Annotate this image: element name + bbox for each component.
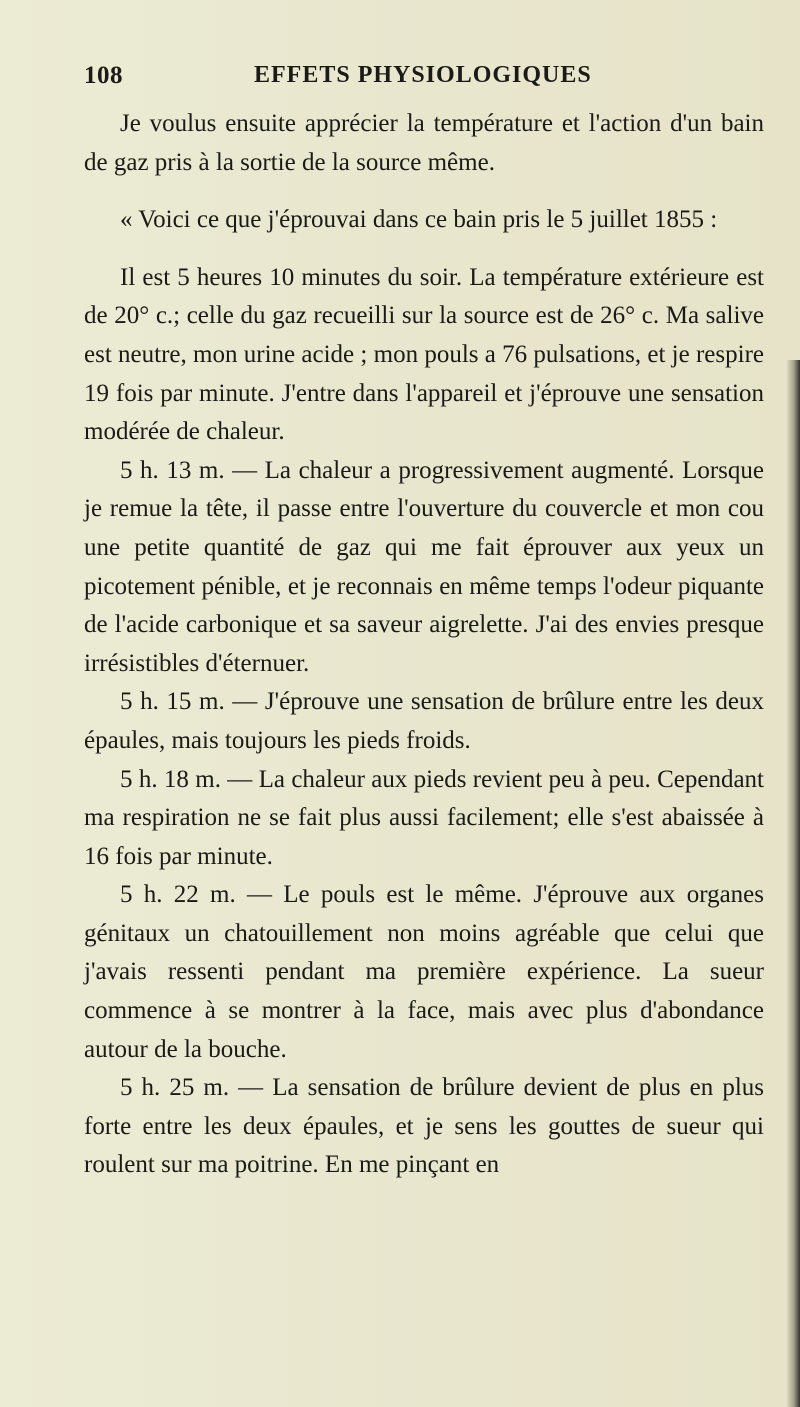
body-text [84, 105, 764, 1185]
page-number: 108 [84, 62, 123, 89]
paragraph: 5 h. 25 m. — La sensation de brûlure devient de plus en plus forte entre les deux épaules, et je sens les gouttes de sueur qui roulent sur ma poitrine. En me pinçant en [84, 1074, 764, 1179]
paragraph: 5 h. 18 m. — La chaleur aux pieds revient peu à peu. Cependant ma respiration ne se fait plus aussi facilement; elle s'est abaissée à 16 fois par minute. [84, 765, 764, 870]
page-edge-shadow [786, 360, 800, 1407]
paragraph: Il est 5 heures 10 minutes du soir. La température extérieure est de 20° c.; celle du gaz recueilli sur la source est de 26° c. Ma salive est neutre, mon urine acide ; mon pouls a 76 pulsations, et je respire 19 fois par minute. J'entre dans l'appareil et j'éprouve une sensation modérée de chaleur. [84, 263, 764, 446]
page-header [84, 62, 762, 94]
paragraph: 5 h. 22 m. — Le pouls est le même. J'éprouve aux organes génitaux un chatouillement non moins agréable que celui que j'avais ressenti pendant ma première expérience. La sueur commence à se montrer à la face, mais avec plus d'abondance autour de la bouche. [84, 881, 764, 1063]
paragraph: Je voulus ensuite apprécier la température et l'action d'un bain de gaz pris à la sortie de la source même. [84, 110, 764, 176]
paragraph: 5 h. 13 m. — La chaleur a progressivement augmenté. Lorsque je remue la tête, il passe entre l'ouverture du couvercle et mon cou une petite quantité de gaz qui me fait éprouver aux yeux un picotement pénible, et je reconnais en même temps l'odeur piquante de l'acide carbonique et sa saveur aigrelette. J'ai des envies presque irrésistibles d'éternuer. [84, 456, 764, 677]
running-title: EFFETS PHYSIOLOGIQUES [254, 62, 592, 88]
paragraph: 5 h. 15 m. — J'éprouve une sensation de brûlure entre les deux épaules, mais toujours les pieds froids. [84, 688, 764, 754]
paragraph: « Voici ce que j'éprouvai dans ce bain pris le 5 juillet 1855 : [120, 206, 718, 234]
